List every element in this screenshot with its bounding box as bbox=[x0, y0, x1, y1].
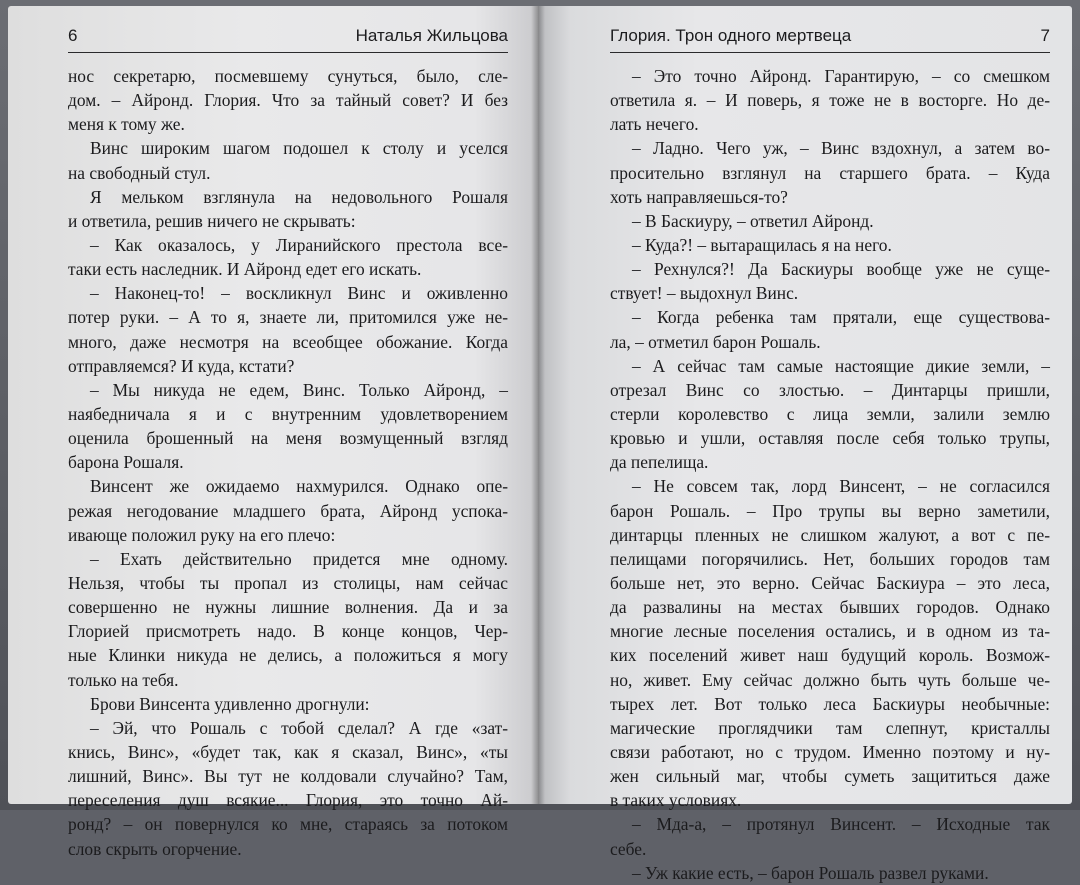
text-line: потер руки. – А то я, знаете ли, притомился уже не- bbox=[68, 307, 508, 328]
text-line: лать нечего. bbox=[610, 114, 699, 135]
text-line: – Когда ребенка там прятали, еще существова- bbox=[632, 307, 1050, 328]
left-page bbox=[8, 6, 538, 859]
text-line: – В Баскиуру, – ответил Айронд. bbox=[632, 210, 874, 231]
text-line: таки есть наследник. И Айронд едет его искать. bbox=[68, 259, 422, 280]
text-line: наябедничала я и с внутренним удовлетворением bbox=[68, 403, 508, 424]
text-line: ивающе положил руку на его плечо: bbox=[68, 524, 336, 545]
text-line: ла, – отметил барон Рошаль. bbox=[610, 331, 821, 352]
text-line: – Как оказалось, у Лиранийского престола все- bbox=[90, 234, 508, 255]
text-line: больше нет, это верно. Сейчас Баскиура – это леса, bbox=[610, 572, 1050, 593]
text-line: себе. bbox=[610, 838, 647, 859]
text-line: и ответила, решив ничего не скрывать: bbox=[68, 210, 356, 231]
text-line: связи работают, но с трудом. Именно поэтому и ну- bbox=[610, 741, 1050, 762]
text-line: – Куда?! – вытаращилась я на него. bbox=[632, 234, 892, 255]
text-line: на свободный стул. bbox=[68, 162, 211, 183]
text-line: ронд? – он повернулся ко мне, стараясь за потоком bbox=[68, 814, 508, 835]
left-page-number: 6 bbox=[68, 26, 78, 45]
text-line: меня к тому же. bbox=[68, 114, 185, 135]
text-line: – Это точно Айронд. Гарантирую, – со смешком bbox=[632, 66, 1050, 86]
text-line: отрезал Винс со злостью. – Динтарцы пришли, bbox=[610, 379, 1050, 400]
right-page-header bbox=[610, 24, 1050, 48]
text-line: лишний, Винс». Вы тут не колдовали случайно? Там, bbox=[68, 766, 508, 787]
text-line: просительно взглянул на старшего брата. – Куда bbox=[610, 162, 1050, 183]
right-header-rule bbox=[610, 52, 1050, 53]
text-line: – Ладно. Чего уж, – Винс вздохнул, а затем во- bbox=[632, 138, 1050, 159]
text-line: оценила брошенный на меня возмущенный взгляд bbox=[68, 428, 508, 449]
text-line: – Уж какие есть, – барон Рошаль развел руками. bbox=[632, 862, 989, 883]
text-line: да пепелища. bbox=[610, 452, 709, 473]
text-line: много, даже несмотря на всеобщее обожание. Когда bbox=[68, 331, 508, 352]
right-page bbox=[538, 6, 1072, 883]
text-line: – Мы никуда не едем, Винс. Только Айронд, – bbox=[90, 379, 508, 400]
text-line: ответила я. – И поверь, я тоже не в восторге. Но де- bbox=[610, 90, 1050, 111]
text-line: Нельзя, чтобы ты пропал из столицы, нам сейчас bbox=[68, 572, 508, 593]
text-line: магические проглядчики там слепнут, кристаллы bbox=[610, 717, 1050, 738]
text-line: стерли королевство с лица земли, залили землю bbox=[610, 403, 1050, 424]
text-line: многие лесные поселения остались, и в одном из та- bbox=[610, 621, 1050, 642]
text-line: только на тебя. bbox=[68, 669, 179, 690]
left-running-title: Наталья Жильцова bbox=[355, 26, 508, 45]
text-line: Винсент же ожидаемо нахмурился. Однако опе- bbox=[90, 476, 508, 497]
text-line: ствует! – выдохнул Винс. bbox=[610, 283, 799, 304]
text-line: кровью и ушли, оставляя после себя только трупы, bbox=[610, 428, 1050, 449]
right-page-number: 7 bbox=[1040, 26, 1050, 45]
text-line: переселения душ всякие... Глория, это точно Ай- bbox=[68, 790, 508, 811]
text-line: но, живет. Ему сейчас должно быть чуть больше че- bbox=[610, 669, 1050, 690]
text-line: Глорией присмотреть надо. В конце концов, Чер- bbox=[68, 621, 508, 642]
text-line: Брови Винсента удивленно дрогнули: bbox=[90, 693, 370, 714]
text-line: хоть направляешься-то? bbox=[610, 186, 788, 207]
text-line: кнись, Винс», «будет так, как я сказал, Винс», «ты bbox=[68, 741, 508, 762]
text-line: в таких условиях. bbox=[610, 790, 742, 811]
text-line: нос секретарю, посмевшему сунуться, было, сле- bbox=[68, 66, 508, 86]
text-line: – Мда-а, – протянул Винсент. – Исходные так bbox=[632, 814, 1050, 835]
book-gutter bbox=[531, 6, 545, 804]
text-line: динтарцы пленных не слишком жалуют, а вот с пе- bbox=[610, 524, 1050, 545]
text-line: режая негодование младшего брата, Айронд успока- bbox=[68, 500, 508, 521]
text-line: барон Рошаль. – Про трупы вы верно заметили, bbox=[610, 500, 1050, 521]
text-line: да развалины на местах бывших городов. Однако bbox=[610, 597, 1050, 618]
text-line: Я мельком взглянула на недовольного Рошаля bbox=[90, 186, 508, 207]
text-line: – А сейчас там самые настоящие дикие земли, – bbox=[632, 355, 1050, 376]
right-running-title: Глория. Трон одного мертвеца bbox=[610, 26, 852, 45]
left-page-text bbox=[68, 64, 508, 861]
text-line: – Ехать действительно придется мне одному. bbox=[90, 548, 508, 569]
text-line: совершенно не нужны лишние волнения. Да и за bbox=[68, 597, 508, 618]
left-page-header bbox=[68, 24, 508, 48]
text-line: пелищами погорячились. Нет, больших городов там bbox=[610, 548, 1050, 569]
text-line: отправляемся? И куда, кстати? bbox=[68, 355, 295, 376]
text-line: – Не совсем так, лорд Винсент, – не согласился bbox=[632, 476, 1050, 497]
left-header-rule bbox=[68, 52, 508, 53]
right-page-text bbox=[610, 64, 1050, 885]
text-line: – Рехнулся?! Да Баскиуры вообще уже не суще- bbox=[632, 259, 1050, 280]
text-line: жен сильный маг, чтобы суметь защититься даже bbox=[610, 766, 1050, 787]
text-line: – Эй, что Рошаль с тобой сделал? А где «зат- bbox=[90, 717, 508, 738]
text-line: дом. – Айронд. Глория. Что за тайный совет? И без bbox=[68, 90, 508, 111]
text-line: ких поселений живет наш будущий король. Возмож- bbox=[610, 645, 1050, 666]
text-line: Винс широким шагом подошел к столу и уселся bbox=[90, 138, 508, 159]
text-line: барона Рошаля. bbox=[68, 452, 184, 473]
text-line: слов скрыть огорчение. bbox=[68, 838, 242, 859]
text-line: тырех лет. Вот только леса Баскиуры необычные: bbox=[610, 693, 1050, 714]
text-line: – Наконец-то! – воскликнул Винс и оживленно bbox=[90, 283, 508, 304]
text-line: ные Клинки никуда не делись, а положиться я могу bbox=[68, 645, 508, 666]
